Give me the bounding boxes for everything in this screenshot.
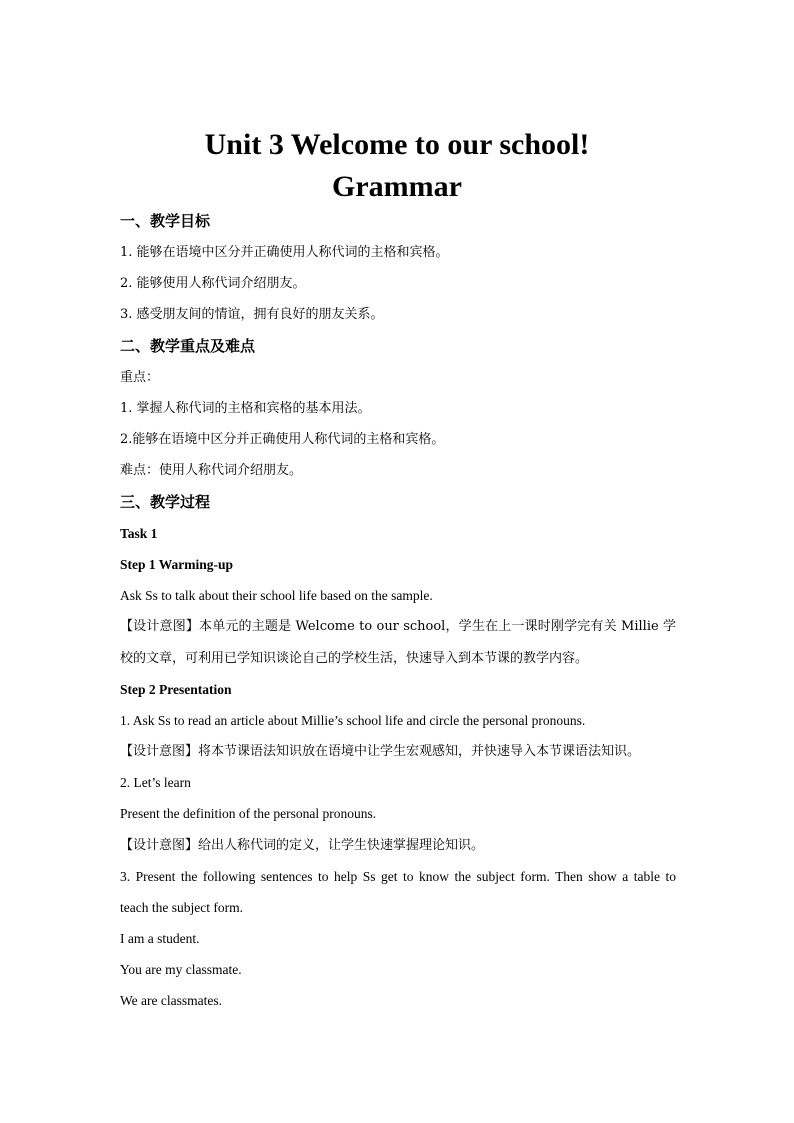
step2-intent: 【设计意图】给出人称代词的定义，让学生快速掌握理论知识。 — [120, 838, 485, 853]
step1-intent-line: 校的文章，可利用已学知识谈论自己的学校生活，快速导入到本节课的教学内容。 — [120, 651, 589, 666]
key-point-item: 1. 掌握人称代词的主格和宾格的基本用法。 — [120, 401, 371, 416]
objective-item: 2. 能够使用人称代词介绍朋友。 — [120, 276, 306, 291]
document-title: Unit 3 Welcome to our school! — [204, 128, 590, 161]
step1-text: Ask Ss to talk about their school life based on the sample. — [120, 588, 433, 603]
step2-intent: 【设计意图】将本节课语法知识放在语境中让学生宏观感知，并快速导入本节课语法知识。 — [120, 744, 641, 759]
section-heading-process: 三、教学过程 — [120, 493, 211, 511]
step1-intent-line: 【设计意图】本单元的主题是 Welcome to our school，学生在上一课时刚学完有关 Millie 学 — [120, 619, 676, 634]
example-sentence: I am a student. — [120, 931, 200, 946]
section-heading-key-points: 二、教学重点及难点 — [120, 337, 256, 355]
section-heading-objectives: 一、教学目标 — [120, 212, 211, 230]
task-label: Task 1 — [120, 526, 158, 541]
document-subtitle: Grammar — [332, 170, 462, 203]
step2-title: Step 2 Presentation — [120, 682, 232, 697]
difficult-point: 难点：使用人称代词介绍朋友。 — [120, 463, 303, 478]
step2-item-text: Present the definition of the personal pronouns. — [120, 806, 377, 821]
example-sentence: We are classmates. — [120, 993, 222, 1008]
key-point-item: 2.能够在语境中区分并正确使用人称代词的主格和宾格。 — [120, 432, 445, 447]
example-sentence: You are my classmate. — [120, 962, 242, 977]
step2-item: 3. Present the following sentences to help Ss get to know the subject form. Then show a table to — [120, 869, 676, 884]
objective-item: 3. 感受朋友间的情谊，拥有良好的朋友关系。 — [120, 307, 384, 322]
step2-item-continued: teach the subject form. — [120, 900, 243, 915]
step1-title: Step 1 Warming-up — [120, 557, 234, 572]
objective-item: 1. 能够在语境中区分并正确使用人称代词的主格和宾格。 — [120, 245, 449, 260]
step2-item: 2. Let’s learn — [120, 775, 191, 790]
key-points-label: 重点： — [120, 370, 160, 385]
step2-item: 1. Ask Ss to read an article about Millie’s school life and circle the personal pronouns. — [120, 713, 586, 728]
